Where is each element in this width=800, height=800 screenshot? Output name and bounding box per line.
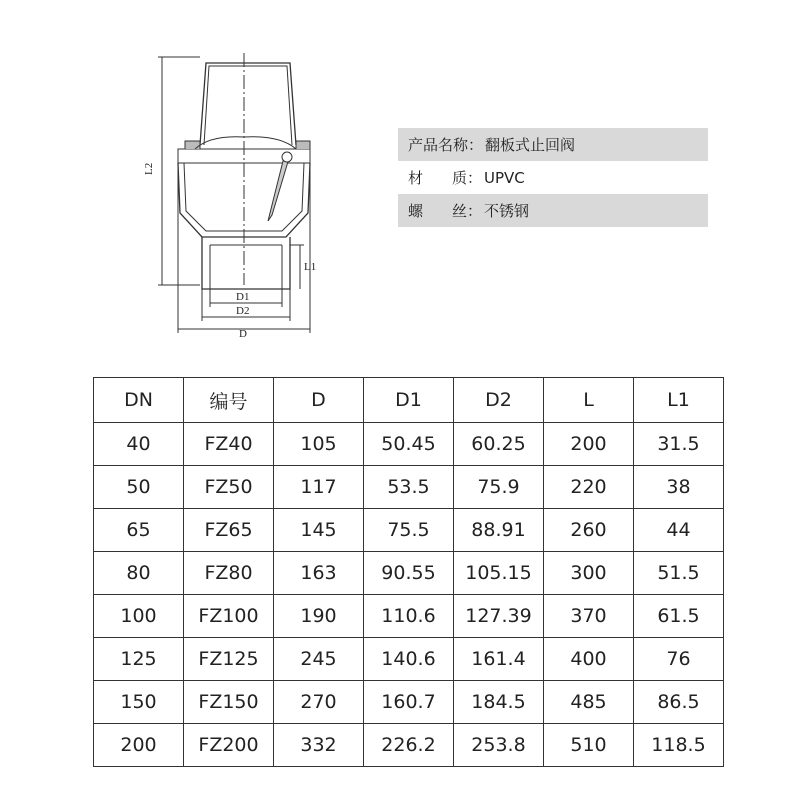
table-cell: 485 xyxy=(544,681,634,724)
table-cell: 76 xyxy=(634,638,724,681)
d-label: D xyxy=(239,328,247,340)
table-cell: 50 xyxy=(94,466,184,509)
table-row xyxy=(94,595,724,638)
table-cell: FZ200 xyxy=(184,724,274,767)
table-cell: 88.91 xyxy=(454,509,544,552)
material-label xyxy=(408,167,482,188)
table-cell: 65 xyxy=(94,509,184,552)
screw-label-char-2: 丝： xyxy=(451,202,482,220)
table-cell: FZ40 xyxy=(184,423,274,466)
spec-table xyxy=(93,377,724,767)
table-cell: 105 xyxy=(274,423,364,466)
table-cell: 145 xyxy=(274,509,364,552)
table-cell: FZ125 xyxy=(184,638,274,681)
table-cell: 300 xyxy=(544,552,634,595)
table-header-row xyxy=(94,378,724,423)
table-cell: 270 xyxy=(274,681,364,724)
table-cell: FZ80 xyxy=(184,552,274,595)
product-info xyxy=(398,128,708,227)
table-cell: 118.5 xyxy=(634,724,724,767)
table-cell: 75.5 xyxy=(364,509,454,552)
table-cell: 90.55 xyxy=(364,552,454,595)
header-d2: D2 xyxy=(454,378,544,423)
table-row xyxy=(94,466,724,509)
product-name-label: 产品名称： xyxy=(408,136,484,154)
valve-drawing xyxy=(140,45,340,340)
screw-label-char-1: 螺 xyxy=(408,202,424,220)
d1-label: D1 xyxy=(236,291,250,303)
table-cell: 110.6 xyxy=(364,595,454,638)
table-cell: 51.5 xyxy=(634,552,724,595)
l1-label: L1 xyxy=(304,261,317,273)
table-cell: 370 xyxy=(544,595,634,638)
header-l1: L1 xyxy=(634,378,724,423)
table-cell: 105.15 xyxy=(454,552,544,595)
table-cell: 61.5 xyxy=(634,595,724,638)
table-cell: 245 xyxy=(274,638,364,681)
table-cell: 163 xyxy=(274,552,364,595)
table-cell: 53.5 xyxy=(364,466,454,509)
table-cell: 140.6 xyxy=(364,638,454,681)
table-cell: 80 xyxy=(94,552,184,595)
table-cell: 160.7 xyxy=(364,681,454,724)
table-cell: FZ50 xyxy=(184,466,274,509)
table-cell: 125 xyxy=(94,638,184,681)
table-cell: 226.2 xyxy=(364,724,454,767)
table-cell: 86.5 xyxy=(634,681,724,724)
info-row-product-name xyxy=(398,128,708,161)
table-cell: 127.39 xyxy=(454,595,544,638)
table-cell: 220 xyxy=(544,466,634,509)
material-label-char-1: 材 xyxy=(408,169,424,187)
valve-cross-section xyxy=(140,45,340,340)
table-cell: 40 xyxy=(94,423,184,466)
header-d1: D1 xyxy=(364,378,454,423)
table-row xyxy=(94,724,724,767)
table-cell: 38 xyxy=(634,466,724,509)
table-cell: 260 xyxy=(544,509,634,552)
screw-value: 不锈钢 xyxy=(484,202,530,220)
table-row xyxy=(94,423,724,466)
product-name-value: 翻板式止回阀 xyxy=(485,136,576,154)
table-cell: 150 xyxy=(94,681,184,724)
table-cell: FZ65 xyxy=(184,509,274,552)
table-cell: 117 xyxy=(274,466,364,509)
header-code: 编号 xyxy=(184,378,274,423)
info-row-material xyxy=(398,161,708,194)
header-dn: DN xyxy=(94,378,184,423)
table-row xyxy=(94,638,724,681)
table-row xyxy=(94,552,724,595)
table-cell: 100 xyxy=(94,595,184,638)
table-cell: 50.45 xyxy=(364,423,454,466)
table-cell: 184.5 xyxy=(454,681,544,724)
table-cell: 510 xyxy=(544,724,634,767)
table-cell: 75.9 xyxy=(454,466,544,509)
header-d: D xyxy=(274,378,364,423)
table-cell: 200 xyxy=(94,724,184,767)
flap-disc xyxy=(268,155,290,221)
table-cell: FZ150 xyxy=(184,681,274,724)
table-cell: 332 xyxy=(274,724,364,767)
table-cell: 253.8 xyxy=(454,724,544,767)
material-label-char-2: 质： xyxy=(451,169,482,187)
material-value: UPVC xyxy=(484,168,525,187)
table-cell: FZ100 xyxy=(184,595,274,638)
table-cell: 400 xyxy=(544,638,634,681)
table-cell: 31.5 xyxy=(634,423,724,466)
screw-label xyxy=(408,200,482,221)
l2-label: L2 xyxy=(143,162,155,175)
d2-label: D2 xyxy=(236,305,250,317)
valve-hood xyxy=(200,63,296,145)
table-cell: 200 xyxy=(544,423,634,466)
table-row xyxy=(94,509,724,552)
table-row xyxy=(94,681,724,724)
table-cell: 44 xyxy=(634,509,724,552)
table-cell: 60.25 xyxy=(454,423,544,466)
table-cell: 190 xyxy=(274,595,364,638)
table-cell: 161.4 xyxy=(454,638,544,681)
info-row-screw xyxy=(398,194,708,227)
header-l: L xyxy=(544,378,634,423)
